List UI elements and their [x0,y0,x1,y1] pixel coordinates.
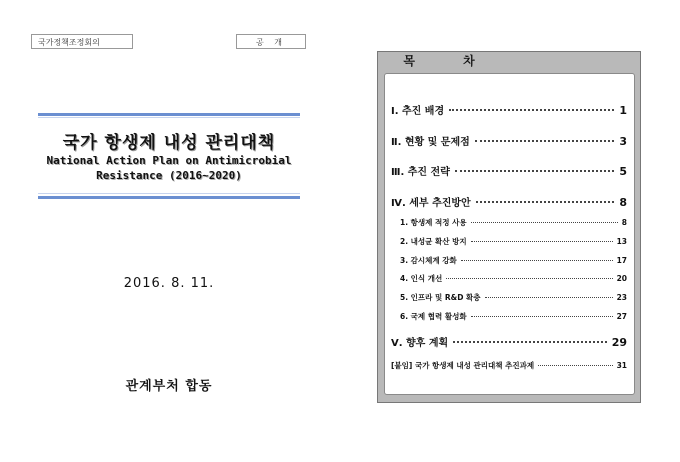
toc-item-3[interactable] [391,163,627,178]
toc-item-5[interactable] [391,334,627,349]
toc-item-label: Ⅴ. 향후 계획 [391,338,449,349]
dot-leader [471,222,618,223]
title-rule-top-thin [38,117,300,118]
toc-item-label: Ⅲ. 추진 전략 [391,167,450,178]
toc-item-page: 5 [619,165,627,178]
dot-leader [446,278,612,279]
title-en-line2: Resistance (2016~2020) [96,169,242,182]
issuing-agency: 관계부처 합동 [125,379,213,394]
toc-item-label: [붙임] 국가 항생제 내성 관리대책 추진과제 [391,361,535,370]
dot-leader [455,170,614,172]
document-date: 2016. 8. 11. [123,276,215,291]
toc-subitem-2[interactable] [400,236,627,247]
toc-item-page: 29 [611,336,627,349]
toc-heading: 목 차 [378,52,522,71]
toc-item-label: 1. 항생제 적정 사용 [400,218,467,227]
title-rule-bottom-thin [38,193,300,194]
title-en-line1: National Action Plan on Antimicrobial [46,154,292,167]
toc-appendix[interactable] [391,360,627,371]
toc-subitem-6[interactable] [400,311,627,322]
toc-item-label: Ⅱ. 현황 및 문제점 [391,137,470,148]
toc-item-label: 3. 감시체계 강화 [400,256,457,265]
toc-item-2[interactable] [391,133,627,148]
toc-item-page: 3 [619,135,627,148]
dot-leader [471,316,613,317]
title-rule-top [38,113,300,116]
dot-leader [475,140,615,142]
dot-leader [538,365,612,366]
toc-item-label: 6. 국제 협력 활성화 [400,312,467,321]
dot-leader [453,341,607,343]
toc-item-page: 8 [621,218,627,227]
toc-item-page: 31 [616,361,627,370]
toc-item-label: Ⅳ. 세부 추진방안 [391,198,471,209]
toc-subitem-1[interactable] [400,217,627,228]
toc-subitem-5[interactable] [400,292,627,303]
dot-leader [476,201,615,203]
committee-label: 국가정책조정회의 [31,34,133,49]
toc-subitem-4[interactable] [400,273,627,284]
toc-item-label: 4. 인식 개선 [400,274,443,283]
toc-item-1[interactable] [391,102,627,117]
toc-item-page: 13 [616,237,627,246]
toc-item-page: 20 [616,274,627,283]
dot-leader [461,260,613,261]
disclosure-badge: 공 개 [236,34,306,49]
toc-item-page: 23 [616,293,627,302]
dot-leader [449,109,614,111]
toc-item-page: 17 [616,256,627,265]
dot-leader [471,241,613,242]
toc-item-label: 2. 내성균 확산 방지 [400,237,467,246]
dot-leader [485,297,613,298]
title-rule-bottom [38,196,300,199]
toc-item-label: Ⅰ. 추진 배경 [391,106,445,117]
toc-item-page: 27 [616,312,627,321]
document-title-korean: 국가 항생제 내성 관리대책 [62,133,276,153]
toc-item-4[interactable] [391,194,627,209]
toc-item-page: 8 [619,196,627,209]
toc-item-page: 1 [619,104,627,117]
document-title-english [38,153,300,183]
toc-item-label: 5. 인프라 및 R&D 확충 [400,293,481,302]
toc-subitem-3[interactable] [400,255,627,266]
